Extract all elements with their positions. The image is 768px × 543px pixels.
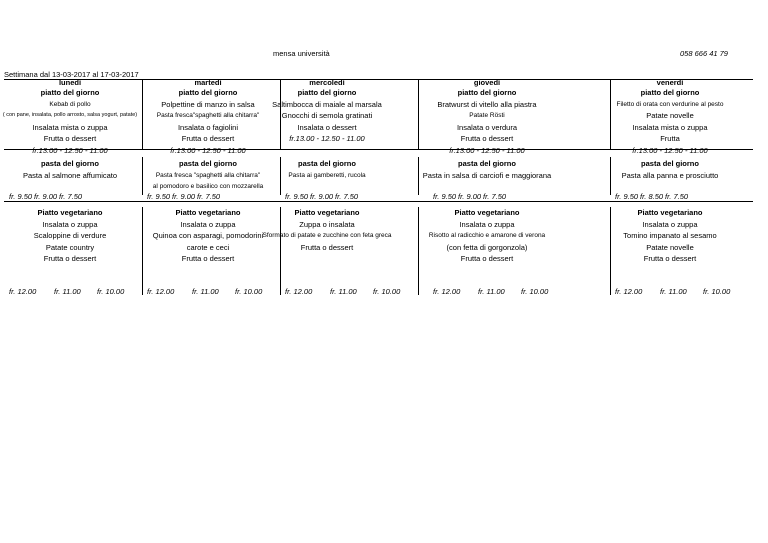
vegetarian-price: fr. 10.00 <box>703 287 731 296</box>
dish-line: Gnocchi di semola gratinati <box>281 111 373 120</box>
pasta-price: fr. 9.50 <box>285 192 309 201</box>
vegetarian-block <box>387 207 587 265</box>
dish-title: piatto del giorno <box>297 88 357 97</box>
dish-line: Polpettine di manzo in salsa <box>161 99 255 109</box>
pasta-line: Pasta ai gamberetti, rucola <box>288 171 366 179</box>
vegetarian-line: carote e ceci <box>186 242 230 252</box>
page-title: mensa università <box>273 49 330 58</box>
vegetarian-price: fr. 10.00 <box>373 287 401 296</box>
vegetarian-line: Tomino impanato al sesamo <box>623 231 717 240</box>
day-name: martedì <box>194 78 222 87</box>
vegetarian-title: Piatto vegetariano <box>637 208 703 217</box>
pasta-price: fr. 9.50 <box>433 192 457 201</box>
dish-line: Frutta o dessert <box>460 134 514 143</box>
pasta-line: al pomodoro e basilico con mozzarella <box>152 183 264 190</box>
vegetarian-line: Frutta o dessert <box>43 254 97 263</box>
dish-line: Frutta <box>660 134 680 143</box>
pasta-title: pasta del giorno <box>179 159 237 168</box>
daily-dish-block <box>387 87 587 156</box>
pasta-price: fr. 7.50 <box>665 192 689 201</box>
pasta-price: fr. 8.50 <box>640 192 664 201</box>
vegetarian-line: Risotto al radicchio e amarone di verona <box>428 232 546 239</box>
dish-line: Insalata o dessert <box>297 122 357 132</box>
pasta-price: fr. 7.50 <box>335 192 359 201</box>
day-name: venerdì <box>656 78 684 87</box>
dish-title: piatto del giorno <box>457 88 517 97</box>
pasta-title: pasta del giorno <box>641 159 699 168</box>
dish-line: Insalata o verdura <box>456 122 518 132</box>
vegetarian-price: fr. 11.00 <box>330 287 357 296</box>
day-name: giovedì <box>473 78 501 87</box>
vegetarian-price: fr. 11.00 <box>478 287 505 296</box>
vegetarian-line: Patate country <box>45 242 95 252</box>
vegetarian-price: fr. 12.00 <box>147 287 175 296</box>
dish-line: Insalata mista o zuppa <box>32 122 108 132</box>
dish-line: Insalata mista o zuppa <box>632 122 708 132</box>
dish-line: Frutta o dessert <box>181 134 235 143</box>
vegetarian-price: fr. 12.00 <box>433 287 461 296</box>
vegetarian-line: Insalata o zuppa <box>459 219 515 229</box>
vegetarian-title: Piatto vegetariano <box>454 208 520 217</box>
pasta-title: pasta del giorno <box>41 159 99 168</box>
vegetarian-price: fr. 10.00 <box>97 287 125 296</box>
vegetarian-line: Frutta o dessert <box>181 254 235 263</box>
vegetarian-line: Frutta o dessert <box>460 254 514 263</box>
vegetarian-price: fr. 10.00 <box>235 287 263 296</box>
dish-line: Frutta o dessert <box>43 134 97 143</box>
dish-line: Patate novelle <box>646 111 694 120</box>
dish-title: piatto del giorno <box>640 88 700 97</box>
vegetarian-line: Zuppa o insalata <box>299 219 355 229</box>
dish-line: Insalata o fagiolini <box>177 122 239 132</box>
vegetarian-price: fr. 12.00 <box>285 287 313 296</box>
vegetarian-line: Scaloppine di verdure <box>33 231 107 240</box>
pasta-block <box>387 158 587 181</box>
pasta-price: fr. 9.00 <box>310 192 334 201</box>
dish-line: ( con pane, insalata, pollo arrosto, salsa yogurt, patate) <box>2 112 138 118</box>
dish-line: Pasta fresca"spaghetti alla chitarra" <box>156 112 260 119</box>
pasta-block <box>570 158 768 181</box>
vegetarian-price: fr. 12.00 <box>615 287 643 296</box>
dish-price: fr.13.00 - 12.50 - 11.00 <box>170 145 246 155</box>
week-range: Settimana dal 13-03-2017 al 17-03-2017 <box>4 70 139 79</box>
pasta-line: Pasta al salmone affumicato <box>22 170 118 180</box>
dish-line: Filetto di orata con verdurine al pesto <box>616 100 724 108</box>
vegetarian-title: Piatto vegetariano <box>175 208 241 217</box>
pasta-price: fr. 9.00 <box>34 192 58 201</box>
pasta-price: fr. 7.50 <box>483 192 507 201</box>
vegetarian-line: Sformato di patate e zucchine con feta greca <box>262 232 392 239</box>
dish-price: fr.13.00 - 12.50 - 11.00 <box>32 145 108 155</box>
dish-title: piatto del giorno <box>178 88 238 97</box>
dish-line: Patate Rösti <box>469 112 505 119</box>
pasta-line: Pasta fresca "spaghetti alla chitarra" <box>155 171 261 179</box>
vegetarian-title: Piatto vegetariano <box>294 208 360 217</box>
pasta-price: fr. 9.50 <box>147 192 171 201</box>
vegetarian-line: Quinoa con asparagi, pomodorini <box>152 231 264 240</box>
vegetarian-line: Patate novelle <box>646 242 694 252</box>
vegetarian-price: fr. 10.00 <box>521 287 549 296</box>
dish-price: fr.13.00 - 12.50 - 11.00 <box>449 145 525 155</box>
pasta-price: fr. 7.50 <box>59 192 83 201</box>
dish-price: fr.13.00 - 12.50 - 11.00 <box>289 134 365 143</box>
vegetarian-line: Frutta o dessert <box>643 254 697 263</box>
dish-price: fr.13.00 - 12.50 - 11.00 <box>632 145 708 155</box>
dish-line: Kebab di pollo <box>49 100 91 108</box>
vegetarian-line: Insalata o zuppa <box>180 219 236 229</box>
pasta-line: Pasta in salsa di carciofi e maggiorana <box>422 170 552 180</box>
pasta-price: fr. 9.50 <box>615 192 639 201</box>
dish-line: Saltimbocca di maiale al marsala <box>272 99 382 109</box>
vegetarian-line: Insalata o zuppa <box>642 219 698 229</box>
table-rule-2 <box>4 201 753 202</box>
vegetarian-block <box>570 207 768 265</box>
pasta-price: fr. 9.00 <box>172 192 196 201</box>
day-name: mercoledì <box>309 78 345 87</box>
vegetarian-price: fr. 11.00 <box>660 287 687 296</box>
phone-number: 058 666 41 79 <box>680 49 728 58</box>
vegetarian-line: (con fetta di gorgonzola) <box>446 242 528 252</box>
pasta-price: fr. 9.50 <box>9 192 33 201</box>
vegetarian-title: Piatto vegetariano <box>37 208 103 217</box>
pasta-price: fr. 9.00 <box>458 192 482 201</box>
pasta-title: pasta del giorno <box>458 159 516 168</box>
pasta-title: pasta del giorno <box>298 159 356 168</box>
vegetarian-price: fr. 11.00 <box>192 287 219 296</box>
vegetarian-price: fr. 11.00 <box>54 287 81 296</box>
pasta-price: fr. 7.50 <box>197 192 221 201</box>
dish-line: Bratwurst di vitello alla piastra <box>437 99 537 109</box>
pasta-line: Pasta alla panna e prosciutto <box>621 170 719 180</box>
day-name: lunedì <box>58 78 82 87</box>
vegetarian-line: Frutta o dessert <box>300 242 354 252</box>
dish-title: piatto del giorno <box>40 88 100 97</box>
vegetarian-line: Insalata o zuppa <box>42 219 98 229</box>
vegetarian-price: fr. 12.00 <box>9 287 37 296</box>
daily-dish-block <box>570 87 768 156</box>
